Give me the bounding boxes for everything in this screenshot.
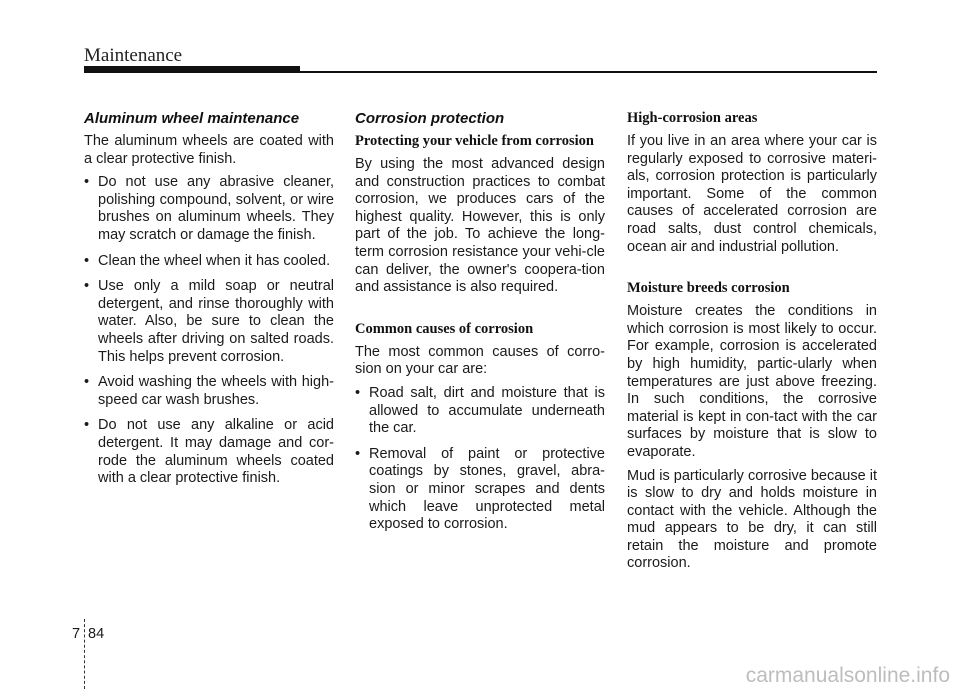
corrosion-causes-bullet-list <box>355 385 605 534</box>
section-heading-aluminum-wheel: Aluminum wheel maintenance <box>84 110 300 127</box>
column-aluminum-wheel <box>84 110 334 496</box>
page-number: 84 <box>88 626 105 642</box>
paragraph-aluminum-intro: The aluminum wheels are coated with a clear protective finish. <box>84 133 334 167</box>
paragraph-mud: Mud is particularly corrosive because it is slow to dry and holds moisture in contact with the vehicle. Although the mud appears to be dry, it can still retain the moisture and promote corrosion. <box>627 467 877 572</box>
subheading-moisture-breeds-corrosion: Moisture breeds corrosion <box>627 280 790 297</box>
list-item: • Removal of paint or protective coatings by stones, gravel, abra-sion or minor scrapes and dents which leave unprotected metal exposed to corrosion. <box>355 446 605 534</box>
paragraph-protecting-vehicle: By using the most advanced design and construction practices to combat corrosion, we produces cars of the highest quality. However, this is only part of the job. To achieve the long-term corrosion resistance your vehi-cle can deliver, the owner's coopera-tion and assistance is also required. <box>355 156 605 296</box>
column-corrosion-protection <box>355 110 605 542</box>
column-high-corrosion <box>627 110 877 579</box>
paragraph-moisture: Moisture creates the conditions in which corrosion is most likely to occur. For example, corrosion is accelerated by high humidity, partic-ularly when temperatures are just above freezing. In such conditions, the corrosive material is kept in con-tact with the car surfaces by moisture that is slow to evaporate. <box>627 303 877 460</box>
watermark: carmanualsonline.info <box>745 664 950 687</box>
section-heading-corrosion-protection: Corrosion protection <box>355 110 505 127</box>
list-item: • Use only a mild soap or neutral detergent, and rinse thoroughly with water. Also, be sure to clean the wheels after driving on salted roads. This helps prevent corrosion. <box>84 278 334 366</box>
chapter-number: 7 <box>72 626 81 642</box>
aluminum-wheel-bullet-list <box>84 174 334 488</box>
header-title: Maintenance <box>84 45 183 66</box>
paragraph-common-causes: The most common causes of corro-sion on your car are: <box>355 343 605 378</box>
list-item: • Road salt, dirt and moisture that is allowed to accumulate underneath the car. <box>355 385 605 438</box>
list-item: • Do not use any abrasive cleaner, polishing compound, solvent, or wire brushes on aluminum wheels. They may scratch or damage the finish. <box>84 174 334 244</box>
header-rule-thin <box>84 71 877 73</box>
list-item: • Do not use any alkaline or acid detergent. It may damage and cor-rode the aluminum wheels coated with a clear protective finish. <box>84 417 334 487</box>
subheading-common-causes: Common causes of corrosion <box>355 320 534 337</box>
subheading-high-corrosion-areas: High-corrosion areas <box>627 110 758 126</box>
subheading-protecting-vehicle: Protecting your vehicle from corrosion <box>355 133 594 149</box>
paragraph-high-corrosion-areas: If you live in an area where your car is regularly exposed to corrosive materi-als, corrosion protection is particularly important. Some of the common causes of accelerated corrosion are road salts, dust control chemicals, ocean air and industrial pollution. <box>627 133 877 255</box>
footer-divider <box>84 619 85 689</box>
list-item: • Avoid washing the wheels with high-speed car wash brushes. <box>84 374 334 409</box>
list-item: • Clean the wheel when it has cooled. <box>84 253 334 271</box>
